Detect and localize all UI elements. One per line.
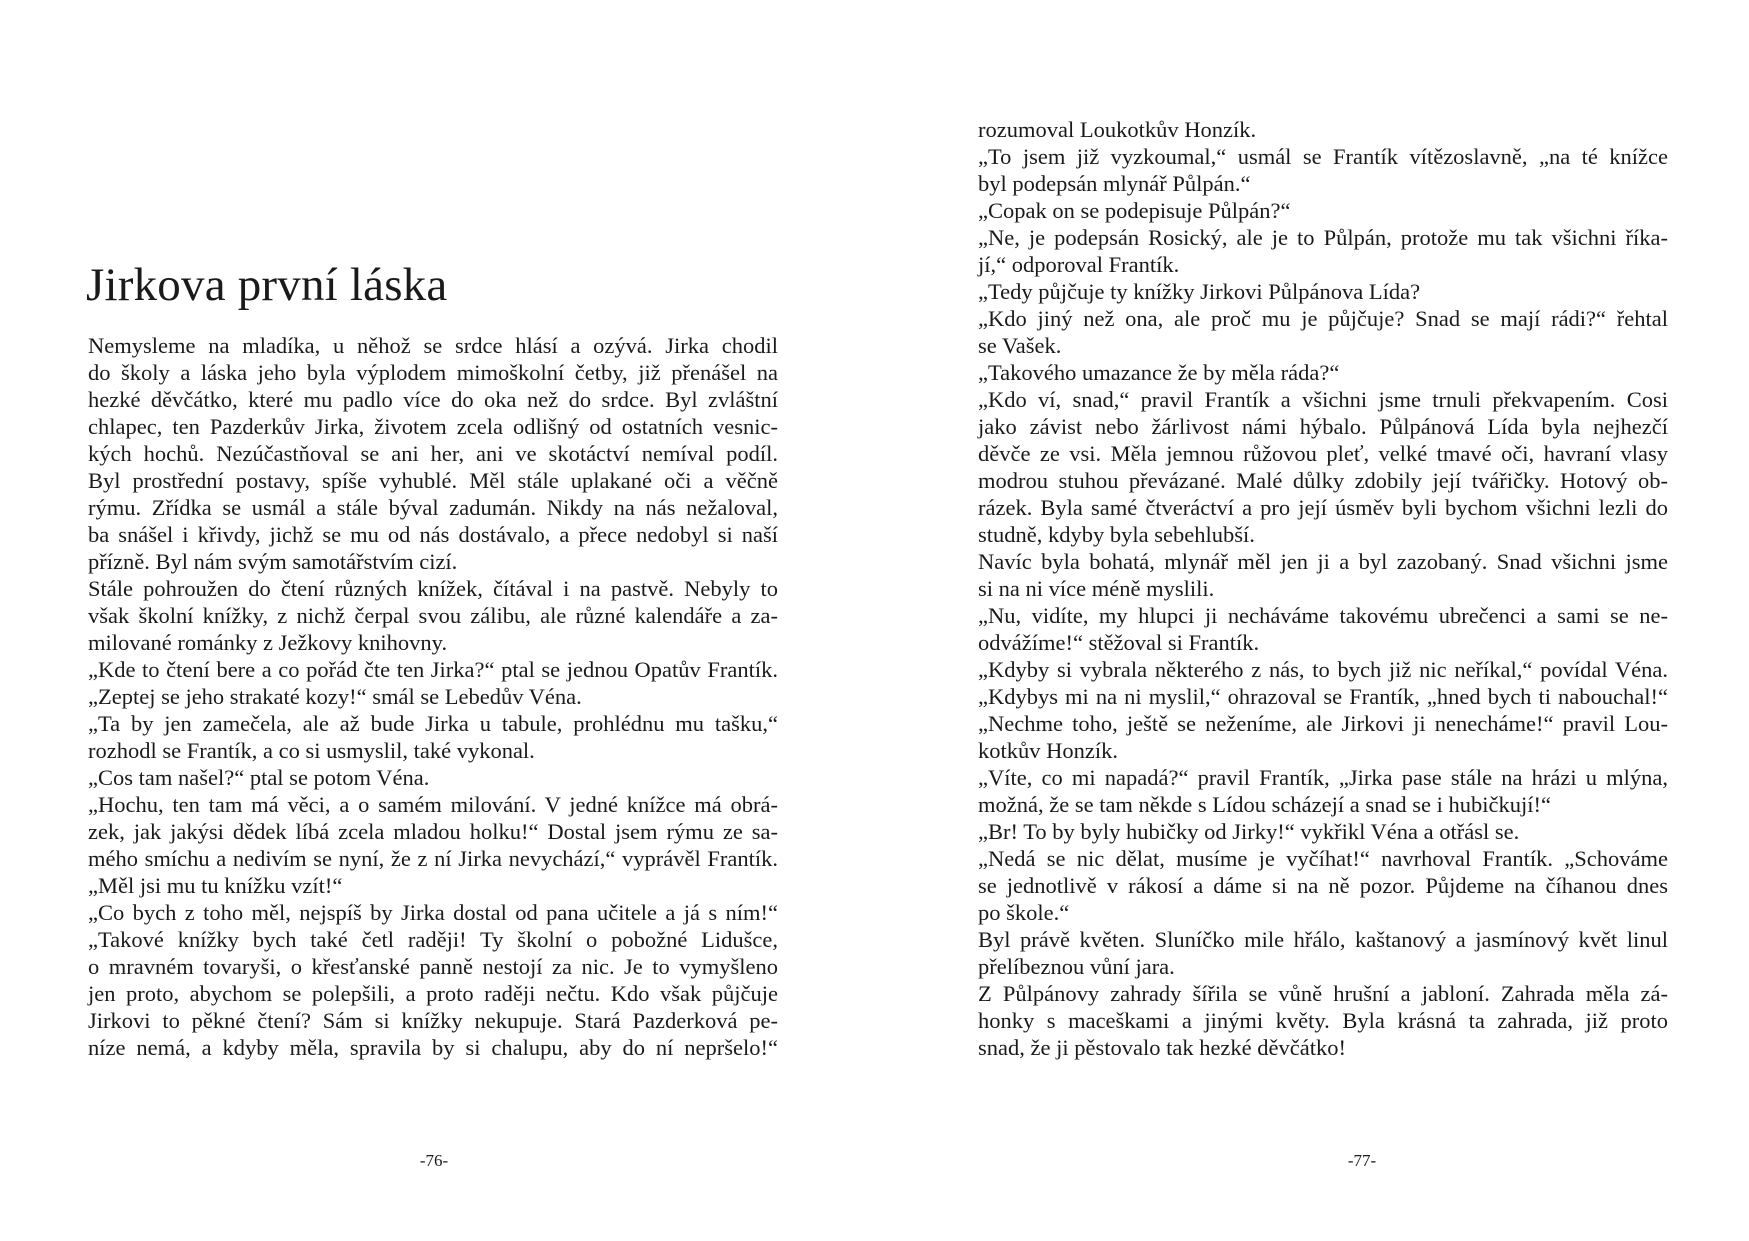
text-line: honky s maceškami a jinými květy. Byla krásná ta zahrada, již proto [978, 1008, 1668, 1033]
text-line: jen proto, abychom se polepšili, a proto raději nečtu. Kdo však půjčuje [88, 981, 778, 1006]
text-line: „Nedá se nic dělat, musíme je vyčíhat!“ navrhoval Frantík. „Schováme [978, 846, 1668, 871]
text-line: „Takové knížky bych také četl raději! Ty školní o pobožné Lidušce, [88, 927, 778, 952]
left-page [0, 0, 874, 1241]
text-line: milované románky z Ježkovy knihovny. [88, 630, 448, 655]
text-line: „Kdo jiný než ona, ale proč mu je půjčuje? Snad se mají rádi?“ řehtal [978, 306, 1668, 331]
text-line: „To jsem již vyzkoumal,“ usmál se Frantík vítězoslavně, „na té knížce [978, 144, 1668, 169]
text-line: Byl právě květen. Sluníčko mile hřálo, kaštanový a jasmínový květ linul [978, 927, 1668, 952]
text-line: jako závist nebo žárlivost námi hýbalo. Půlpánová Lída byla nejhezčí [978, 414, 1668, 439]
text-line: „Copak on se podepisuje Půlpán?“ [978, 198, 1291, 223]
right-page-text [978, 116, 1668, 1061]
text-line: „Cos tam našel?“ ptal se potom Véna. [88, 765, 430, 790]
text-line: „Měl jsi mu tu knížku vzít!“ [88, 873, 343, 898]
text-line: „Co bych z toho měl, nejspíš by Jirka dostal od pana učitele a já s ním!“ [88, 900, 778, 925]
text-line: o mravném tovaryši, o křesťanské panně nestojí za nic. Je to vymyšleno [88, 954, 778, 979]
text-line: děvče ze vsi. Měla jemnou růžovou pleť, velké tmavé oči, havraní vlasy [978, 441, 1668, 466]
text-line: byl podepsán mlynář Půlpán.“ [978, 171, 1251, 196]
text-line: „Ne, je podepsán Rosický, ale je to Půlpán, protože mu tak všichni říka- [978, 225, 1668, 250]
text-line: „Br! To by byly hubičky od Jirky!“ vykřikl Véna a otřásl se. [978, 819, 1520, 844]
text-line: si na ni více méně myslili. [978, 576, 1215, 601]
text-line: „Kde to čtení bere a co pořád čte ten Jirka?“ ptal se jednou Opatův Frantík. [88, 657, 778, 682]
text-line: „Zeptej se jeho strakaté kozy!“ smál se Lebedův Véna. [88, 684, 582, 709]
text-line: se Vašek. [978, 333, 1062, 358]
text-line: do školy a láska jeho byla výplodem mimoškolní četby, již přenášel na [88, 360, 778, 385]
page-number-right: -77- [1347, 1151, 1377, 1170]
text-line: rýmu. Zřídka se usmál a stále býval zadumán. Nikdy na nás nežaloval, [88, 495, 778, 520]
text-line: Z Půlpánovy zahrady šířila se vůně hrušní a jabloní. Zahrada měla zá- [978, 981, 1668, 1006]
text-line: „Hochu, ten tam má věci, a o samém milování. V jedné knížce má obrá- [88, 792, 778, 817]
text-line: hezké děvčátko, které mu padlo více do oka než do srdce. Byl zvláštní [88, 387, 778, 412]
text-line: „Nu, vidíte, my hlupci ji necháváme takovému ubrečenci a sami se ne- [978, 603, 1668, 628]
text-line: se jednotlivě v rákosí a dáme si na ně pozor. Půjdeme na číhanou dnes [978, 873, 1668, 898]
text-line: jí,“ odporoval Frantík. [978, 252, 1180, 277]
text-line: rázek. Byla samé čtveráctví a pro její úsměv byli bychom všichni lezli do [978, 495, 1668, 520]
text-line: však školní knížky, z nichž čerpal svou zálibu, ale různé kalendáře a za- [88, 603, 778, 628]
text-line: přelíbeznou vůní jara. [978, 954, 1175, 979]
text-line: Stále pohroužen do čtení různých knížek, čítával i na pastvě. Nebyly to [88, 576, 778, 601]
text-line: níze nemá, a kdyby měla, spravila by si chalupu, aby do ní nepršelo!“ [88, 1035, 778, 1060]
text-line: snad, že ji pěstovalo tak hezké děvčátko! [978, 1035, 1346, 1060]
text-line: „Kdybys mi na ni myslil,“ ohrazoval se Frantík, „hned bych ti nabouchal!“ [978, 684, 1668, 709]
text-line: odvážíme!“ stěžoval si Frantík. [978, 630, 1260, 655]
text-line: Navíc byla bohatá, mlynář měl jen ji a byl zazobaný. Snad všichni jsme [978, 549, 1668, 574]
chapter-title: Jirkova první láska [86, 259, 448, 311]
text-line: přízně. Byl nám svým samotářstvím cizí. [88, 549, 458, 574]
text-line: Nemysleme na mladíka, u něhož se srdce hlásí a ozývá. Jirka chodil [88, 333, 778, 358]
page-number-left: -76- [419, 1151, 449, 1170]
text-line: Jirkovi to pěkné čtení? Sám si knížky nekupuje. Stará Pazderková pe- [88, 1008, 778, 1033]
text-line: „Nechme toho, ještě se neženíme, ale Jirkovi ji nenecháme!“ pravil Lou- [978, 711, 1668, 736]
text-line: Byl prostřední postavy, spíše vyhublé. Měl stále uplakané oči a věčně [88, 468, 778, 493]
text-line: modrou stuhou převázané. Malé důlky zdobily její tvářičky. Hotový ob- [978, 468, 1668, 493]
text-line: „Víte, co mi napadá?“ pravil Frantík, „Jirka pase stále na hrázi u mlýna, [978, 765, 1668, 790]
left-page-text [88, 332, 778, 1061]
text-line: ba snášel i křivdy, jichž se mu od nás dostávalo, a přece nedobyl si naší [88, 522, 778, 547]
text-line: „Ta by jen zamečela, ale až bude Jirka u tabule, prohlédnu mu tašku,“ [88, 711, 778, 736]
text-line: „Kdo ví, snad,“ pravil Frantík a všichni jsme trnuli překvapením. Cosi [978, 387, 1668, 412]
text-line: kotkův Honzík. [978, 738, 1118, 763]
text-line: studně, kdyby byla sebehlubší. [978, 522, 1255, 547]
text-line: „Takového umazance že by měla ráda?“ [978, 360, 1340, 385]
text-line: po škole.“ [978, 900, 1070, 925]
text-line: chlapec, ten Pazderkův Jirka, životem zcela odlišný od ostatních vesnic- [88, 414, 778, 439]
text-line: mého smíchu a nedivím se nyní, že z ní Jirka nevychází,“ vyprávěl Frantík. [88, 846, 778, 871]
text-line: rozhodl se Frantík, a co si usmyslil, také vykonal. [88, 738, 535, 763]
text-line: zek, jak jakýsi dědek líbá zcela mladou holku!“ Dostal jsem rýmu ze sa- [88, 819, 778, 844]
text-line: „Tedy půjčuje ty knížky Jirkovi Půlpánova Lída? [978, 279, 1421, 304]
text-line: možná, že se tam někde s Lídou scházejí a snad se i hubičkují!“ [978, 792, 1551, 817]
right-page [874, 0, 1749, 1241]
text-line: rozumoval Loukotkův Honzík. [978, 117, 1257, 142]
text-line: kých hochů. Nezúčastňoval se ani her, ani ve skotáctví nemíval podíl. [88, 441, 778, 466]
text-line: „Kdyby si vybrala některého z nás, to bych již nic neříkal,“ povídal Véna. [978, 657, 1668, 682]
